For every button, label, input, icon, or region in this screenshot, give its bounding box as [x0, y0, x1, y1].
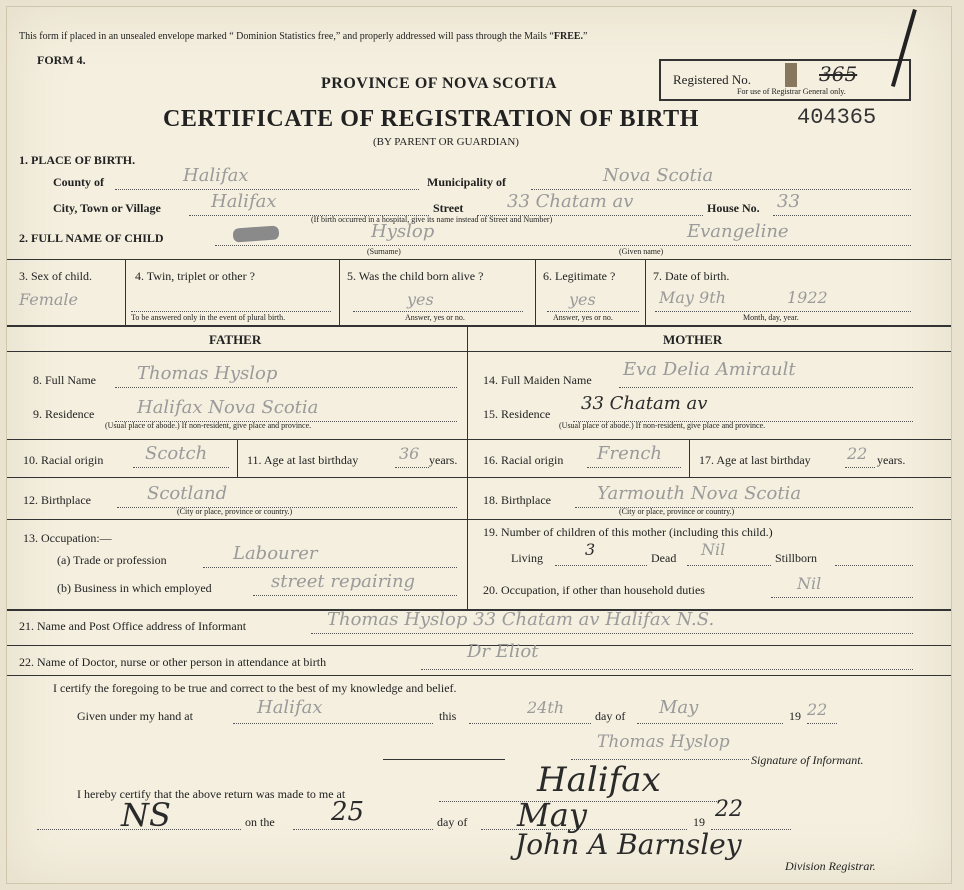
mail-notice-text: This form if placed in an unsealed envelope marked “ Dominion Statistics free,” and properly addressed will pass through the Mails “ — [19, 31, 554, 42]
dob-label: 7. Date of birth. — [653, 269, 730, 283]
divider-4-5 — [339, 259, 340, 325]
house-line — [773, 215, 911, 216]
dead-line — [687, 565, 771, 566]
house-value: 33 — [777, 191, 800, 212]
surname-caption: (Surname) — [367, 247, 401, 256]
father-age-value: 36 — [399, 444, 420, 463]
father-age-label: 11. Age at last birthday — [247, 453, 359, 467]
father-occupation-label: 13. Occupation:— — [23, 531, 112, 545]
father-years-label: years. — [429, 453, 458, 467]
mother-maiden-value: Eva Delia Amirault — [623, 359, 796, 380]
divider-racial-bottom — [7, 477, 951, 478]
divider-parents-top — [7, 325, 951, 327]
dob-note: Month, day, year. — [743, 313, 799, 322]
father-residence-note: (Usual place of abode.) If non-resident, give place and province. — [105, 421, 312, 430]
dob-value: May 9th — [659, 288, 726, 307]
year-suffix: 22 — [807, 700, 828, 719]
street-value: 33 Chatam av — [507, 191, 634, 212]
return-place-value: Halifax — [537, 760, 661, 800]
divider-6-7 — [645, 259, 646, 325]
street-label: Street — [433, 201, 464, 215]
mother-residence-note: (Usual place of abode.) If non-resident, give place and province. — [559, 421, 766, 430]
father-racial-value: Scotch — [145, 443, 208, 464]
mother-residence-value: 33 Chatam av — [581, 393, 708, 414]
divider-occupation-top — [7, 519, 951, 520]
legitimate-label: 6. Legitimate ? — [543, 269, 616, 283]
father-business-line — [253, 595, 457, 596]
mother-residence-label: 15. Residence — [483, 407, 551, 421]
legitimate-note: Answer, yes or no. — [553, 313, 613, 322]
dead-value: Nil — [701, 540, 726, 559]
return-day-line — [293, 829, 433, 830]
county-line — [115, 189, 419, 190]
living-line — [555, 565, 647, 566]
year-line — [807, 723, 837, 724]
mother-racial-value: French — [597, 443, 663, 464]
registered-value: 365 — [819, 62, 858, 86]
return-label: I hereby certify that the above return was made to me at — [77, 787, 346, 801]
registrar-caption: Division Registrar. — [785, 859, 876, 873]
sex-label: 3. Sex of child. — [19, 269, 92, 283]
page-title: CERTIFICATE OF REGISTRATION OF BIRTH — [163, 106, 699, 132]
scribble-mark — [233, 225, 280, 242]
dob-year: 1922 — [787, 288, 828, 307]
divider-certification-top — [7, 675, 951, 676]
return-place2-value: NS — [121, 796, 171, 834]
birth-certificate-form — [6, 6, 952, 884]
mother-maiden-line — [619, 387, 913, 388]
mail-notice-close: ” — [583, 31, 588, 42]
father-name-label: 8. Full Name — [33, 373, 96, 387]
divider-father-mother — [467, 325, 468, 609]
mother-birthplace-label: 18. Birthplace — [483, 493, 551, 507]
alive-value: yes — [407, 290, 434, 309]
mother-children-label: 19. Number of children of this mother (including this child.) — [483, 525, 773, 539]
return-day-of-label: day of — [437, 815, 468, 829]
mother-heading: MOTHER — [663, 332, 723, 347]
doctor-label: 22. Name of Doctor, nurse or other person in attendance at birth — [19, 655, 327, 669]
living-label: Living — [511, 551, 543, 565]
municipality-label: Municipality of — [427, 175, 507, 189]
return-month-value: May — [517, 796, 587, 834]
dead-label: Dead — [651, 551, 677, 565]
this-label: this — [439, 709, 457, 723]
divider-mother-racial-age — [689, 439, 690, 477]
divider-racial-top — [7, 439, 951, 440]
alive-line — [353, 311, 523, 312]
year-prefix: 19 — [789, 709, 801, 723]
form-number: FORM 4. — [37, 53, 86, 67]
this-day-line — [469, 723, 591, 724]
child-surname-value: Hyslop — [371, 221, 435, 242]
mother-age-line — [845, 467, 875, 468]
mail-notice — [19, 31, 587, 43]
child-name-label: 2. FULL NAME OF CHILD — [19, 231, 164, 245]
mother-racial-label: 16. Racial origin — [483, 453, 564, 467]
month-line — [637, 723, 783, 724]
return-day-value: 25 — [331, 797, 365, 827]
child-name-line — [215, 245, 911, 246]
mother-racial-line — [587, 467, 681, 468]
father-trade-label: (a) Trade or profession — [57, 553, 167, 567]
father-age-line — [395, 467, 429, 468]
ink-stamp-mark — [785, 63, 797, 87]
twin-line — [131, 311, 331, 312]
mother-birthplace-value: Yarmouth Nova Scotia — [597, 483, 802, 504]
mother-age-label: 17. Age at last birthday — [699, 453, 811, 467]
this-day-value: 24th — [527, 698, 565, 717]
legitimate-line — [547, 311, 639, 312]
county-label: County of — [53, 175, 105, 189]
given-name-caption: (Given name) — [619, 247, 664, 256]
stillborn-label: Stillborn — [775, 551, 818, 565]
living-value: 3 — [585, 540, 596, 559]
given-place-line — [233, 723, 433, 724]
registrar-signature: John A Barnsley — [515, 828, 742, 861]
mother-years-label: years. — [877, 453, 906, 467]
doctor-line — [421, 669, 913, 670]
stamp-number: 404365 — [797, 105, 877, 130]
alive-note: Answer, yes or no. — [405, 313, 465, 322]
municipality-value: Nova Scotia — [603, 165, 714, 186]
divider-row3-top — [7, 259, 951, 260]
twin-label: 4. Twin, triplet or other ? — [135, 269, 255, 283]
informant-line — [311, 633, 913, 634]
father-racial-label: 10. Racial origin — [23, 453, 104, 467]
given-label: Given under my hand at — [77, 709, 193, 723]
father-trade-line — [203, 567, 457, 568]
place-of-birth-heading: 1. PLACE OF BIRTH. — [19, 153, 136, 167]
legitimate-value: yes — [569, 290, 596, 309]
return-year-value: 22 — [715, 797, 743, 822]
father-name-value: Thomas Hyslop — [137, 363, 278, 384]
father-racial-line — [133, 467, 229, 468]
stillborn-line — [835, 565, 913, 566]
informant-value: Thomas Hyslop 33 Chatam av Halifax N.S. — [327, 609, 715, 630]
father-business-label: (b) Business in which employed — [57, 581, 212, 595]
mail-notice-free: FREE. — [553, 31, 584, 42]
divider-5-6 — [535, 259, 536, 325]
city-label: City, Town or Village — [53, 201, 161, 215]
county-value: Halifax — [183, 165, 249, 186]
certification-statement: I certify the foregoing to be true and correct to the best of my knowledge and belief. — [53, 681, 457, 695]
mother-occupation-value: Nil — [797, 574, 822, 593]
divider-father-racial-age — [237, 439, 238, 477]
return-year-prefix: 19 — [693, 815, 705, 829]
month-value: May — [659, 697, 699, 718]
twin-note: To be answered only in the event of plural birth. — [131, 313, 286, 322]
informant-signature: Thomas Hyslop — [597, 732, 730, 752]
divider-parent-headings — [7, 351, 951, 352]
signature-rule — [383, 759, 505, 760]
hospital-note: (If birth occurred in a hospital, give its name instead of Street and Number) — [311, 215, 553, 224]
mother-age-value: 22 — [847, 444, 868, 463]
municipality-line — [531, 189, 911, 190]
given-place-value: Halifax — [257, 697, 323, 718]
registrar-note: For use of Registrar General only. — [737, 87, 846, 96]
father-birthplace-label: 12. Birthplace — [23, 493, 91, 507]
mother-occupation-line — [771, 597, 913, 598]
father-residence-value: Halifax Nova Scotia — [137, 397, 319, 418]
informant-label: 21. Name and Post Office address of Informant — [19, 619, 247, 633]
city-value: Halifax — [211, 191, 277, 212]
mother-birthplace-note: (City or place, province or country.) — [619, 507, 735, 516]
divider-3-4 — [125, 259, 126, 325]
mother-occupation-label: 20. Occupation, if other than household duties — [483, 583, 705, 597]
alive-label: 5. Was the child born alive ? — [347, 269, 484, 283]
child-given-value: Evangeline — [687, 221, 789, 242]
signature-caption: Signature of Informant. — [751, 753, 864, 767]
father-business-value: street repairing — [271, 571, 416, 592]
father-name-line — [115, 387, 457, 388]
sex-value: Female — [19, 290, 78, 309]
day-of-label: day of — [595, 709, 626, 723]
page-subtitle: (BY PARENT OR GUARDIAN) — [373, 136, 519, 148]
on-the-label: on the — [245, 815, 275, 829]
mother-maiden-label: 14. Full Maiden Name — [483, 373, 592, 387]
doctor-value: Dr Eliot — [467, 641, 539, 662]
registered-label: Registered No. — [673, 72, 751, 87]
father-birthplace-note: (City or place, province or country.) — [177, 507, 293, 516]
dob-line — [655, 311, 911, 312]
province-heading: PROVINCE OF NOVA SCOTIA — [321, 75, 557, 92]
father-residence-label: 9. Residence — [33, 407, 95, 421]
father-heading: FATHER — [209, 332, 262, 347]
father-trade-value: Labourer — [233, 543, 318, 564]
father-birthplace-value: Scotland — [147, 483, 228, 504]
house-label: House No. — [707, 201, 760, 215]
